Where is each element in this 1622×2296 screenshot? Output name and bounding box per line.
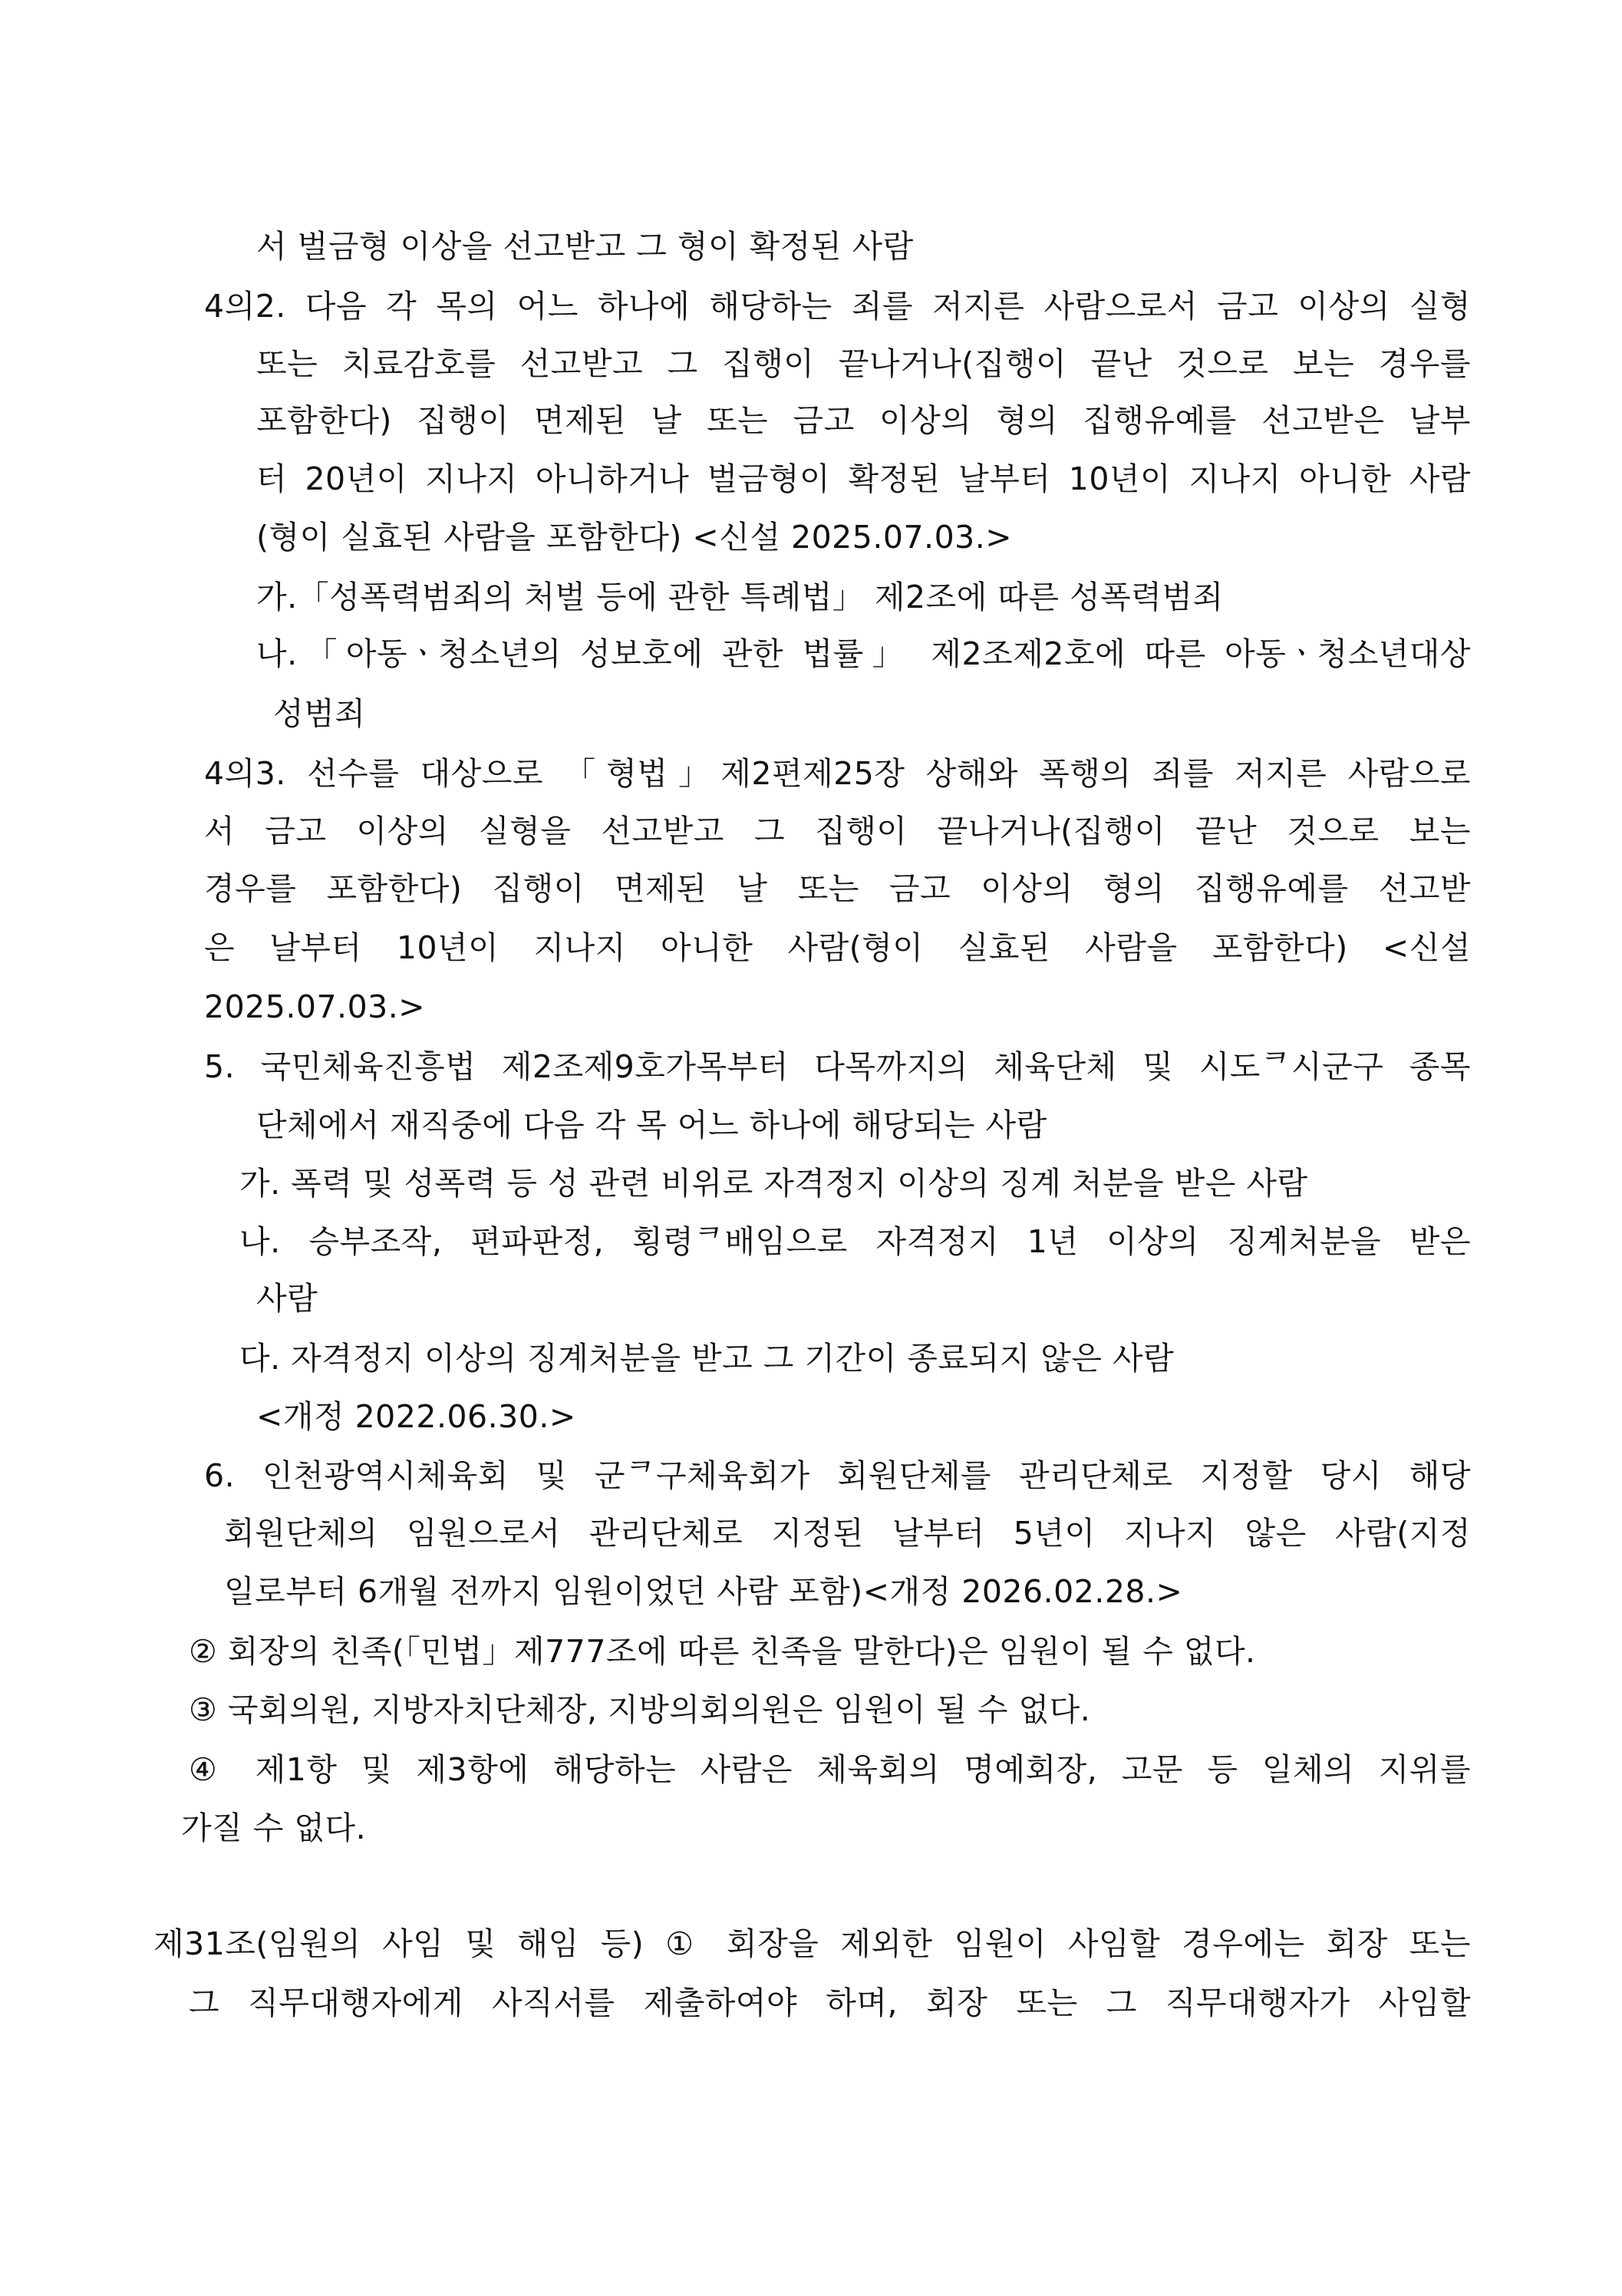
- text-line: 서 금고 이상의 실형을 선고받고 그 집행이 끝나거나(집행이 끝난 것으로 보는: [204, 813, 1471, 849]
- text-line: 서 벌금형 이상을 선고받고 그 형이 확정된 사람: [256, 228, 914, 265]
- text-line: (형이 실효된 사람을 포함한다) <신설 2025.07.03.>: [256, 519, 1013, 556]
- text-line: 가질 수 없다.: [181, 1809, 367, 1846]
- text-line: 나.「아동ㆍ청소년의 성보호에 관한 법률」 제2조제2호에 따른 아동ㆍ청소년대상: [256, 635, 1471, 672]
- text-line: 사람: [256, 1280, 318, 1317]
- text-line: 4의3. 선수를 대상으로 「형법」제2편제25장 상해와 폭행의 죄를 저지른 사람으로: [204, 755, 1471, 792]
- text-line: 제31조(임원의 사임 및 해임 등) ① 회장을 제외한 임원이 사임할 경우에는 회장 또는: [153, 1925, 1471, 1962]
- text-line: ③ 국회의원, 지방자치단체장, 지방의회의원은 임원이 될 수 없다.: [189, 1691, 1091, 1728]
- text-line: 4의2. 다음 각 목의 어느 하나에 해당하는 죄를 저지른 사람으로서 금고 이상의 실형: [204, 288, 1471, 325]
- text-line: 가.「성폭력범죄의 처벌 등에 관한 특례법」 제2조에 따른 성폭력범죄: [256, 579, 1224, 615]
- text-line: 또는 치료감호를 선고받고 그 집행이 끝나거나(집행이 끝난 것으로 보는 경우를: [256, 345, 1471, 382]
- text-line: 일로부터 6개월 전까지 임원이었던 사람 포함)<개정 2026.02.28.>: [224, 1573, 1183, 1610]
- text-line: 6. 인천광역시체육회 및 군ᄏ구체육회가 회원단체를 관리단체로 지정할 당시 해당: [204, 1457, 1471, 1494]
- text-line: 단체에서 재직중에 다음 각 목 어느 하나에 해당되는 사람: [256, 1107, 1047, 1143]
- text-line: 그 직무대행자에게 사직서를 제출하여야 하며, 회장 또는 그 직무대행자가 사임할: [189, 1984, 1471, 2021]
- text-line: 포함한다) 집행이 면제된 날 또는 금고 이상의 형의 집행유예를 선고받은 날부: [256, 402, 1471, 439]
- text-line: 나. 승부조작, 편파판정, 횡령ᄏ배임으로 자격정지 1년 이상의 징계처분을 받은: [239, 1223, 1471, 1260]
- text-line: 다. 자격정지 이상의 징계처분을 받고 그 기간이 종료되지 않은 사람: [239, 1340, 1175, 1377]
- text-line: 2025.07.03.>: [204, 988, 426, 1025]
- text-line: ② 회장의 친족(「민법」제777조에 따른 친족을 말한다)은 임원이 될 수 없다.: [189, 1633, 1256, 1670]
- text-line: 가. 폭력 및 성폭력 등 성 관련 비위로 자격정지 이상의 징계 처분을 받은 사람: [239, 1165, 1308, 1202]
- text-line: ④ 제1항 및 제3항에 해당하는 사람은 체육회의 명예회장, 고문 등 일체의 지위를: [189, 1751, 1471, 1788]
- text-line: 5. 국민체육진흥법 제2조제9호가목부터 다목까지의 체육단체 및 시도ᄏ시군구 종목: [204, 1048, 1471, 1085]
- text-line: 성범죄: [273, 695, 366, 732]
- text-line: 은 날부터 10년이 지나지 아니한 사람(형이 실효된 사람을 포함한다) <신설: [204, 929, 1471, 966]
- text-line: 터 20년이 지나지 아니하거나 벌금형이 확정된 날부터 10년이 지나지 아니한 사람: [256, 460, 1471, 497]
- text-line: <개정 2022.06.30.>: [256, 1398, 576, 1435]
- text-line: 회원단체의 임원으로서 관리단체로 지정된 날부터 5년이 지나지 않은 사람(지정: [224, 1515, 1471, 1552]
- text-line: 경우를 포함한다) 집행이 면제된 날 또는 금고 이상의 형의 집행유예를 선고받: [204, 870, 1471, 907]
